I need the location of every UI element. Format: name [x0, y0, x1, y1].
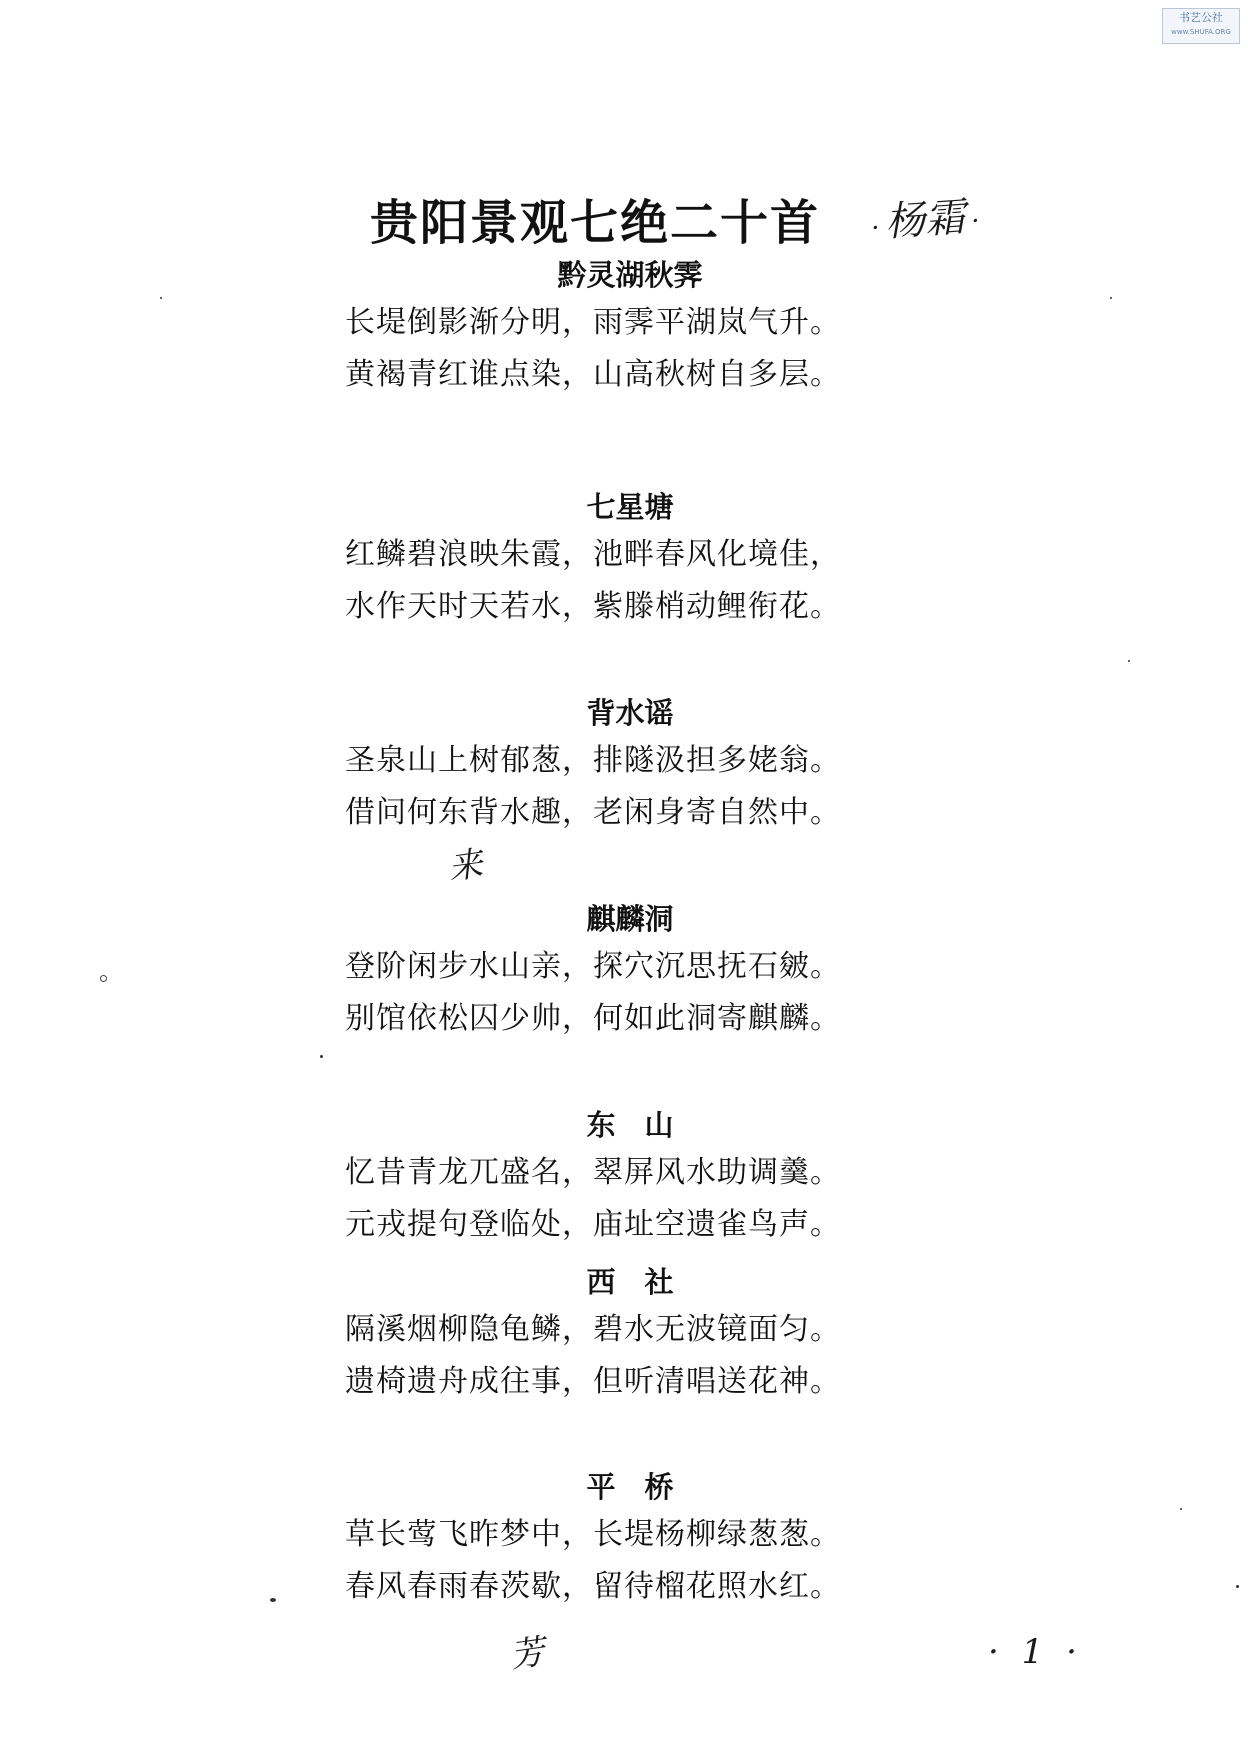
poem-title: 黔灵湖秋霁 [557, 258, 703, 292]
signature-dot: · [970, 206, 981, 237]
scan-speck [100, 975, 107, 982]
handwritten-correction: 芳 [507, 1631, 548, 1677]
poem-line: 别馆依松囚少帅，何如此洞寄麒麟。 [345, 1001, 841, 1036]
poem-line: 忆昔青龙兀盛名，翠屏风水助调羹。 [345, 1155, 841, 1190]
poem-line: 草长莺飞昨梦中，长堤杨柳绿葱葱。 [345, 1517, 841, 1552]
scan-speck [160, 297, 162, 299]
poem-line: 水作天时天若水，紫滕梢动鲤衔花。 [345, 589, 841, 624]
poem-line: 借问何东背水趣，老闲身寄自然中。 [345, 795, 841, 830]
scan-speck [270, 1598, 276, 1602]
poem-line: 春风春雨春茨歇，留待榴花照水红。 [345, 1569, 841, 1604]
poem-title: 七星塘 [586, 490, 674, 524]
scan-speck [320, 1055, 323, 1058]
poem-title: 西 社 [586, 1265, 674, 1299]
poem-title: 平 桥 [586, 1470, 674, 1504]
scan-speck [1180, 1508, 1182, 1510]
poem-line: 长堤倒影渐分明，雨霁平湖岚气升。 [345, 305, 841, 340]
signature-dot: · [870, 213, 881, 244]
author-signature [863, 186, 988, 259]
page-number-value: 1 [1021, 1632, 1050, 1672]
poem-line: 黄褐青红谁点染，山高秋树自多层。 [345, 357, 841, 392]
handwritten-correction: 来 [445, 843, 486, 889]
author-name: 杨霜 [883, 194, 967, 246]
watermark-url: www.SHUFA.ORG [1171, 28, 1231, 36]
page-number: · 1 · [988, 1632, 1083, 1672]
watermark-title: 书艺公社 [1179, 11, 1223, 24]
scan-speck [1110, 297, 1112, 299]
poem-line: 登阶闲步水山亲，探穴沉思抚石皴。 [345, 949, 841, 984]
scan-speck [1236, 1585, 1239, 1588]
poem-title: 麒麟洞 [586, 902, 674, 936]
title-row [370, 190, 986, 250]
document-title: 贵阳景观七绝二十首 [370, 194, 821, 251]
poem-line: 遗椅遗舟成往事，但听清唱送花神。 [345, 1364, 841, 1399]
poem-line: 元戎提句登临处，庙址空遗雀鸟声。 [345, 1207, 841, 1242]
poem-line: 红鳞碧浪映朱霞，池畔春风化境佳， [345, 537, 841, 572]
scan-speck [1128, 660, 1130, 662]
watermark-logo [1162, 8, 1240, 44]
poem-title: 背水谣 [586, 696, 674, 730]
poem-line: 圣泉山上树郁葱，排隧汲担多姥翁。 [345, 743, 841, 778]
poem-line: 隔溪烟柳隐龟鳞，碧水无波镜面匀。 [345, 1312, 841, 1347]
poem-title: 东 山 [586, 1108, 674, 1142]
